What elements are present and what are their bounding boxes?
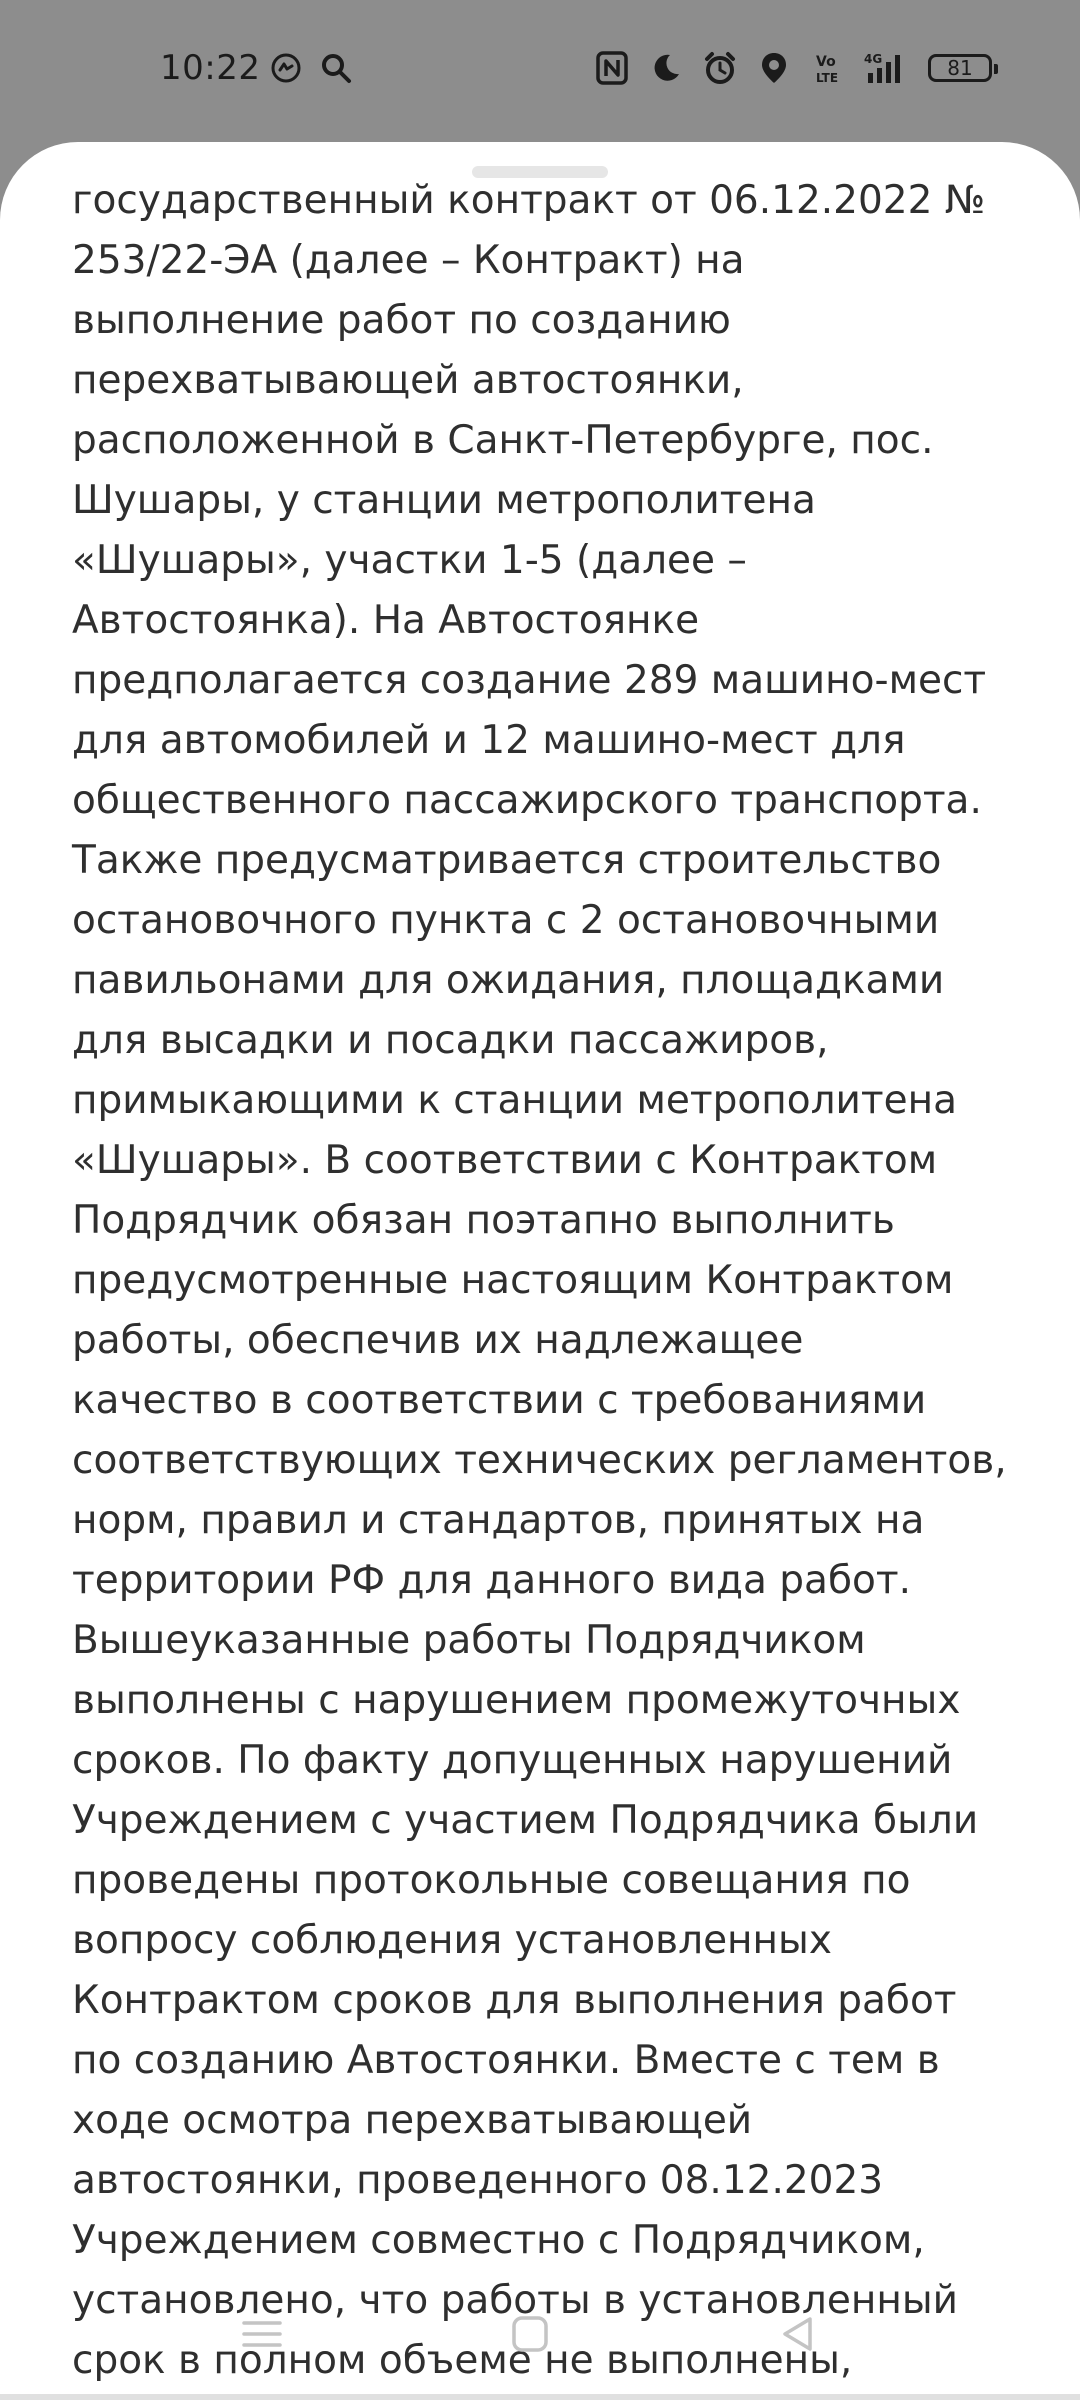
alarm-icon [702, 50, 738, 86]
document-line: примыкающими к станции метрополитена [72, 1078, 957, 1123]
document-line: территории РФ для данного вида работ. [72, 1558, 911, 1603]
svg-text:Vo: Vo [816, 54, 836, 70]
moon-icon [648, 50, 684, 86]
volte-icon [810, 50, 846, 86]
document-text [72, 171, 1032, 2391]
document-line: срок в полном объеме не выполнены, [72, 2338, 853, 2383]
status-time: 10:22 [160, 48, 261, 88]
document-line: выполнение работ по созданию [72, 298, 731, 343]
document-line: ходе осмотра перехватывающей [72, 2098, 753, 2143]
menu-icon[interactable] [232, 2304, 292, 2364]
document-line: вопросу соблюдения установленных [72, 1918, 832, 1963]
document-line: соответствующих технических регламентов, [72, 1438, 1007, 1483]
document-line: остановочного пункта с 2 остановочными [72, 898, 940, 943]
document-line: Учреждением с участием Подрядчика были [72, 1798, 979, 1843]
document-line: для автомобилей и 12 машино-мест для [72, 718, 906, 763]
document-line: автостоянки, проведенного 08.12.2023 [72, 2158, 884, 2203]
document-line: работы, обеспечив их надлежащее [72, 1318, 804, 1363]
document-line: общественного пассажирского транспорта. [72, 778, 982, 823]
status-bar [0, 0, 1080, 140]
document-line: по созданию Автостоянки. Вместе с тем в [72, 2038, 940, 2083]
status-left-icons [268, 50, 354, 86]
back-icon[interactable] [768, 2304, 828, 2364]
document-line: Шушары, у станции метрополитена [72, 478, 816, 523]
document-line: павильонами для ожидания, площадками [72, 958, 945, 1003]
home-icon[interactable] [500, 2304, 560, 2364]
document-line: «Шушары». В соответствии с Контрактом [72, 1138, 938, 1183]
document-line: установлено, что работы в установленный [72, 2278, 958, 2323]
document-line: предусмотренные настоящим Контрактом [72, 1258, 954, 1303]
document-line: Контрактом сроков для выполнения работ [72, 1978, 957, 2023]
document-line: норм, правил и стандартов, принятых на [72, 1498, 925, 1543]
document-line: качество в соответствии с требованиями [72, 1378, 927, 1423]
document-line: «Шушары», участки 1-5 (далее – [72, 538, 747, 583]
location-icon [756, 50, 792, 86]
document-line: 253/22-ЭА (далее – Контракт) на [72, 238, 745, 283]
search-icon [318, 50, 354, 86]
battery-icon [928, 54, 992, 82]
svg-text:LTE: LTE [816, 71, 839, 85]
document-line: Учреждением совместно с Подрядчиком, [72, 2218, 925, 2263]
document-line: Также предусматривается строительство [72, 838, 942, 883]
signal-4g-icon [864, 50, 910, 86]
document-line: проведены протокольные совещания по [72, 1858, 911, 1903]
document-line: для высадки и посадки пассажиров, [72, 1018, 829, 1063]
document-line: выполнены с нарушением промежуточных [72, 1678, 961, 1723]
document-line: Подрядчик обязан поэтапно выполнить [72, 1198, 895, 1243]
navigation-bar [0, 2290, 1080, 2400]
assistant-icon [268, 50, 304, 86]
document-line: расположенной в Санкт-Петербурге, пос. [72, 418, 934, 463]
document-line: Вышеуказанные работы Подрядчиком [72, 1618, 866, 1663]
status-right-icons [594, 50, 992, 86]
svg-text:4G: 4G [864, 52, 883, 66]
document-line: перехватывающей автостоянки, [72, 358, 744, 403]
nfc-icon [594, 50, 630, 86]
document-line: государственный контракт от 06.12.2022 № [72, 178, 986, 223]
document-line: сроков. По факту допущенных нарушений [72, 1738, 953, 1783]
document-sheet[interactable] [0, 142, 1080, 2400]
bottom-edge [0, 2394, 1080, 2400]
document-line: предполагается создание 289 машино-мест [72, 658, 987, 703]
battery-level: 81 [947, 56, 973, 80]
document-line: Автостоянка). На Автостоянке [72, 598, 700, 643]
